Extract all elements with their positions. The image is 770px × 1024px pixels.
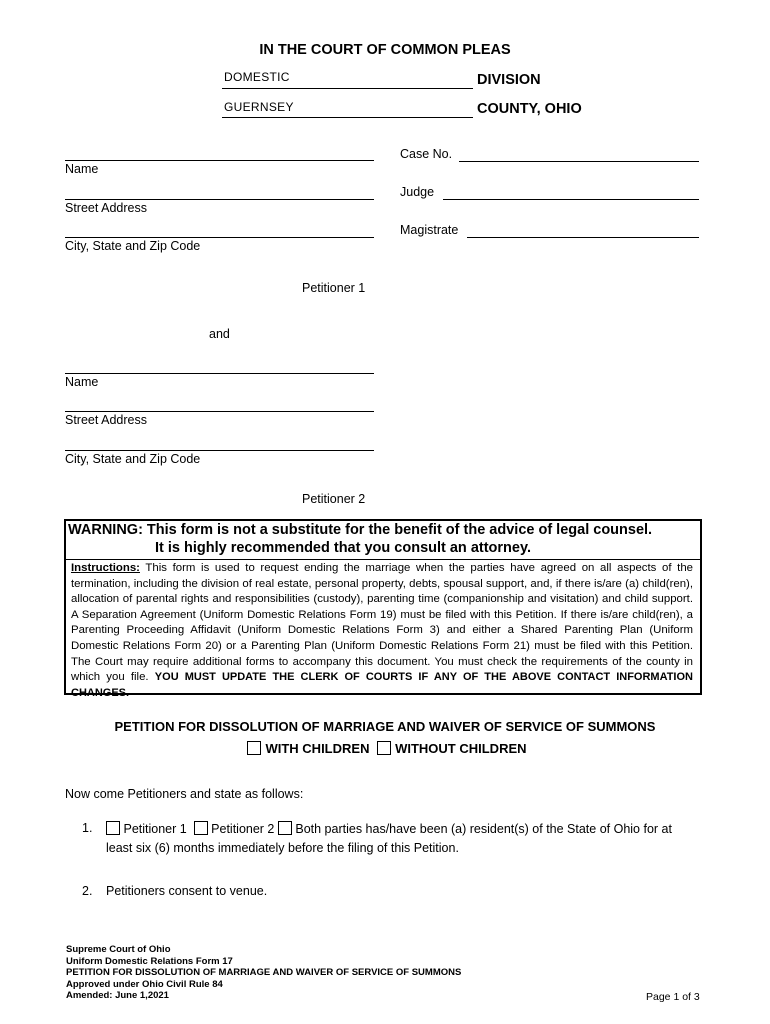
without-children-label: WITHOUT CHILDREN xyxy=(395,741,527,756)
item1-petitioner2-label: Petitioner 2 xyxy=(211,822,275,836)
petitioner2-street-label: Street Address xyxy=(65,413,147,427)
county-underline xyxy=(222,117,473,118)
instructions-caps: YOU MUST UPDATE THE CLERK OF COURTS IF ANY OF THE ABOVE CONTACT INFORMATION CHANGES. xyxy=(71,671,693,699)
page-number: Page 1 of 3 xyxy=(646,991,700,1003)
item2-text: Petitioners consent to venue. xyxy=(106,884,268,898)
division-field[interactable]: DOMESTIC xyxy=(224,70,290,84)
petitioner2-city-label: City, State and Zip Code xyxy=(65,452,201,466)
petition-title: PETITION FOR DISSOLUTION OF MARRIAGE AND WAIVER OF SERVICE OF SUMMONS xyxy=(114,719,656,734)
division-underline xyxy=(222,88,473,89)
item1-petitioner1-checkbox[interactable] xyxy=(106,821,120,835)
without-children-checkbox[interactable] xyxy=(377,741,391,755)
item1-text-b: least six (6) months immediately before the filing of this Petition. xyxy=(106,841,459,855)
footer-line1: Supreme Court of Ohio xyxy=(66,944,171,955)
footer-line2: Uniform Domestic Relations Form 17 xyxy=(66,955,233,967)
petitioner1-street-label: Street Address xyxy=(65,201,147,215)
with-children-checkbox[interactable] xyxy=(247,741,261,755)
footer-line4: Approved under Ohio Civil Rule 84 xyxy=(66,978,223,990)
and-text: and xyxy=(209,327,230,341)
petitioner2-name-field[interactable] xyxy=(65,373,374,374)
magistrate-field[interactable] xyxy=(467,237,699,238)
case-no-label: Case No. xyxy=(400,147,453,161)
instructions-body: This form is used to request ending the marriage when the parties have agreed on all aspects of the termination, including the division of real estate, personal property, debts, spousal support, and, if there is/are (a) child(ren), allocation of parental rights and responsibilities (custody), parenting time (companionship and visitation) and child support. A Separation Agreement (Uniform Domestic Relations Form 19) must be filed with this Petition. If there is/are child(ren), a Parenting Proceeding Affidavit (Uniform Domestic Relations Form 3) and either a Shared Parenting Plan (Uniform Domestic Relations Form 20) or a Parenting Plan (Uniform Domestic Relations Form 21) must be filed with this Petition. The Court may require additional forms to accompany this document. You must check the requirements of the county in which you file. xyxy=(71,562,693,684)
footer-line3: PETITION FOR DISSOLUTION OF MARRIAGE AND WAIVER OF SERVICE OF SUMMONS xyxy=(66,967,462,978)
item1-both-checkbox[interactable] xyxy=(278,821,292,835)
footer-block xyxy=(66,944,461,1002)
petitioner2-name-label: Name xyxy=(65,375,99,389)
division-label: DIVISION xyxy=(477,72,541,88)
warning-header xyxy=(64,519,702,559)
petitioner2-city-field[interactable] xyxy=(65,450,374,451)
item2-number: 2. xyxy=(82,884,93,898)
case-no-field[interactable] xyxy=(459,161,699,162)
warning-line2: It is highly recommended that you consult an attorney. xyxy=(155,540,531,556)
court-title: IN THE COURT OF COMMON PLEAS xyxy=(259,42,511,58)
children-options xyxy=(0,741,770,756)
item1-text-a: Both parties has/have been (a) resident(s) of the State of Ohio for at xyxy=(295,822,672,836)
county-field[interactable]: GUERNSEY xyxy=(224,100,294,114)
petitioner1-city-label: City, State and Zip Code xyxy=(65,239,201,253)
petitioner2-role: Petitioner 2 xyxy=(302,492,366,506)
magistrate-label: Magistrate xyxy=(400,223,459,237)
item1-number: 1. xyxy=(82,821,93,835)
petitioner1-street-field[interactable] xyxy=(65,199,374,200)
item1-petitioner2-checkbox[interactable] xyxy=(194,821,208,835)
judge-label: Judge xyxy=(400,185,435,199)
petitioner2-street-field[interactable] xyxy=(65,411,374,412)
with-children-label: WITH CHILDREN xyxy=(265,741,370,756)
item1-petitioner1-label: Petitioner 1 xyxy=(123,822,187,836)
warning-line1: WARNING: This form is not a substitute for the benefit of the advice of legal counsel. xyxy=(68,522,653,538)
instructions-label: Instructions: xyxy=(71,562,140,574)
judge-field[interactable] xyxy=(443,199,699,200)
petitioner1-name-label: Name xyxy=(65,162,99,176)
intro-text: Now come Petitioners and state as follows: xyxy=(65,787,304,801)
petitioner1-role: Petitioner 1 xyxy=(302,281,366,295)
county-label: COUNTY, OHIO xyxy=(477,101,582,117)
footer-line5: Amended: June 1,2021 xyxy=(66,990,169,1001)
warning-divider xyxy=(66,559,700,560)
item1-line xyxy=(106,821,672,836)
petitioner1-name-field[interactable] xyxy=(65,160,374,161)
instructions-text xyxy=(71,561,693,701)
petitioner1-city-field[interactable] xyxy=(65,237,374,238)
